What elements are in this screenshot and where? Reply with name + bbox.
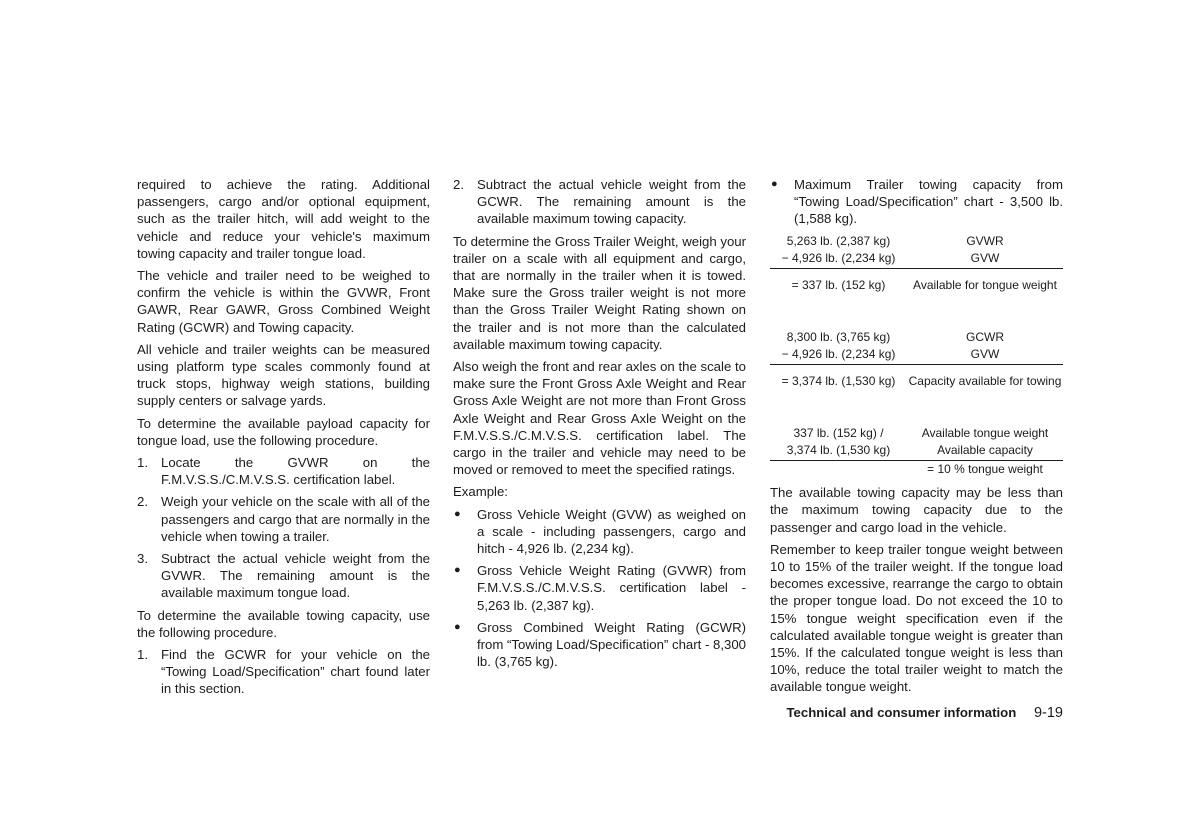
paragraph: Remember to keep trailer tongue weight between 10 to 15% of the trailer weight. If the tongue load becomes excessive, rearrange the cargo to obtain the proper tongue load. Do not exceed the 10 to 15% tongue weight specification even if the calculated available tongue weight is greater than 15%. If the calculated tongue weight is less than 10%, reduce the total trailer weight to match the available tongue weight.	[770, 541, 1063, 695]
calc-value: 3,374 lb. (1,530 kg)	[786, 443, 891, 458]
paragraph: To determine the available payload capacity for tongue load, use the following procedure.	[137, 415, 430, 448]
step-number: 2.	[453, 177, 464, 192]
bullet-icon: ●	[454, 507, 461, 520]
list-item	[453, 562, 746, 614]
bullet-text: Gross Vehicle Weight Rating (GVWR) from F.M.V.S.S./C.M.V.S.S. certification label - 5,263 lb. (2,387 kg).	[477, 563, 746, 613]
step-number: 1.	[137, 647, 148, 663]
list-item	[453, 506, 746, 558]
calculation-gvwr	[770, 233, 1063, 303]
page-number: 9-19	[1033, 705, 1063, 721]
calc-label: GVW	[970, 251, 1000, 266]
example-label: Example:	[453, 484, 508, 500]
list-item	[137, 646, 430, 698]
list-item	[137, 493, 430, 545]
step-text: Subtract the actual vehicle weight from the GCWR. The remaining amount is the available maximum towing capacity.	[477, 177, 746, 227]
middle-column	[453, 176, 746, 675]
calc-value: 337 lb. (152 kg) /	[793, 425, 884, 440]
step-number: 3.	[137, 551, 148, 567]
step-number: 1.	[137, 455, 148, 471]
calc-value: − 4,926 lb. (2,234 kg)	[781, 347, 896, 362]
calc-result: = 3,374 lb. (1,530 kg)	[781, 374, 896, 389]
right-column	[770, 176, 1063, 701]
left-column	[137, 176, 430, 703]
calc-label: GVWR	[966, 233, 1004, 248]
section-title: Technical and consumer information	[786, 705, 1017, 720]
calc-result: = 337 lb. (152 kg)	[791, 278, 886, 293]
calc-label: Available capacity	[937, 443, 1033, 458]
paragraph: The available towing capacity may be less than the maximum towing capacity due to the passenger and cargo load in the vehicle.	[770, 485, 1063, 535]
calc-label: Available tongue weight	[921, 425, 1049, 440]
step-text: Find the GCWR for your vehicle on the “Towing Load/Specification” chart found later in this section.	[161, 647, 430, 697]
paragraph: To determine the available towing capacity, use the following procedure.	[137, 607, 430, 640]
calc-label: Available for tongue weight	[913, 278, 1057, 293]
page-footer	[780, 705, 1063, 721]
paragraph: To determine the Gross Trailer Weight, weigh your trailer on a scale with all equipment and cargo, that are normally in the trailer when it is towed. Make sure the Gross trailer weight is not more than the Gross Trailer Weight Rating shown on the trailer and is not more than the calculated available maximum towing capacity.	[453, 233, 746, 352]
calc-label: GVW	[970, 347, 1000, 362]
calc-value: 8,300 lb. (3,765 kg)	[786, 329, 891, 344]
list-item	[453, 176, 746, 228]
calculation-tongue-ratio	[770, 425, 1063, 479]
step-text: Subtract the actual vehicle weight from the GVWR. The remaining amount is the available maximum tongue load.	[161, 551, 430, 601]
calc-result: = 10 % tongue weight	[927, 461, 1043, 476]
step-text: Locate the GVWR on the F.M.V.S.S./C.M.V.S.S. certification label.	[161, 455, 430, 488]
list-item	[453, 619, 746, 671]
bullet-icon: ●	[454, 564, 461, 577]
bullet-icon: ●	[454, 620, 461, 633]
calc-value: 5,263 lb. (2,387 kg)	[786, 233, 891, 248]
bullet-text: Gross Vehicle Weight (GVW) as weighed on a scale - including passengers, cargo and hitch - 4,926 lb. (2,234 kg).	[477, 506, 746, 557]
calc-label: GCWR	[966, 329, 1004, 344]
step-text: Weigh your vehicle on the scale with all of the passengers and cargo that are normally in the vehicle when towing a trailer.	[161, 494, 430, 544]
bullet-text: Gross Combined Weight Rating (GCWR) from “Towing Load/Specification” chart - 8,300 lb. (3,765 kg).	[477, 619, 747, 670]
list-item	[770, 176, 1063, 228]
paragraph: required to achieve the rating. Additional passengers, cargo and/or optional equipment, such as the trailer hitch, will add weight to the vehicle and reduce your vehicle's maximum towing capacity and trailer tongue load.	[137, 177, 430, 261]
list-item	[137, 550, 430, 602]
step-number: 2.	[137, 494, 148, 510]
calc-label: Capacity available for towing	[908, 374, 1062, 389]
paragraph: Also weigh the front and rear axles on the scale to make sure the Front Gross Axle Weight and Rear Gross Axle Weight are not more than Front Gross Axle Weight and Rear Gross Axle Weight on the F.M.V.S.S./C.M.V.S.S. certification label. The cargo in the trailer and vehicle may need to be moved or removed to meet the specified ratings.	[453, 359, 746, 478]
bullet-icon: ●	[771, 178, 778, 190]
bullet-text: Maximum Trailer towing capacity from “Towing Load/Specification” chart - 3,500 lb. (1,588 kg).	[794, 177, 1063, 227]
paragraph: All vehicle and trailer weights can be measured using platform type scales commonly found at truck stops, highway weigh stations, building supply centers or salvage yards.	[137, 341, 430, 409]
list-item	[137, 454, 430, 488]
paragraph: The vehicle and trailer need to be weighed to confirm the vehicle is within the GVWR, Front GAWR, Rear GAWR, Gross Combined Weight Rating (GCWR) and Towing capacity.	[137, 268, 430, 335]
calculation-gcwr	[770, 329, 1063, 399]
calc-value: − 4,926 lb. (2,234 kg)	[781, 251, 896, 266]
